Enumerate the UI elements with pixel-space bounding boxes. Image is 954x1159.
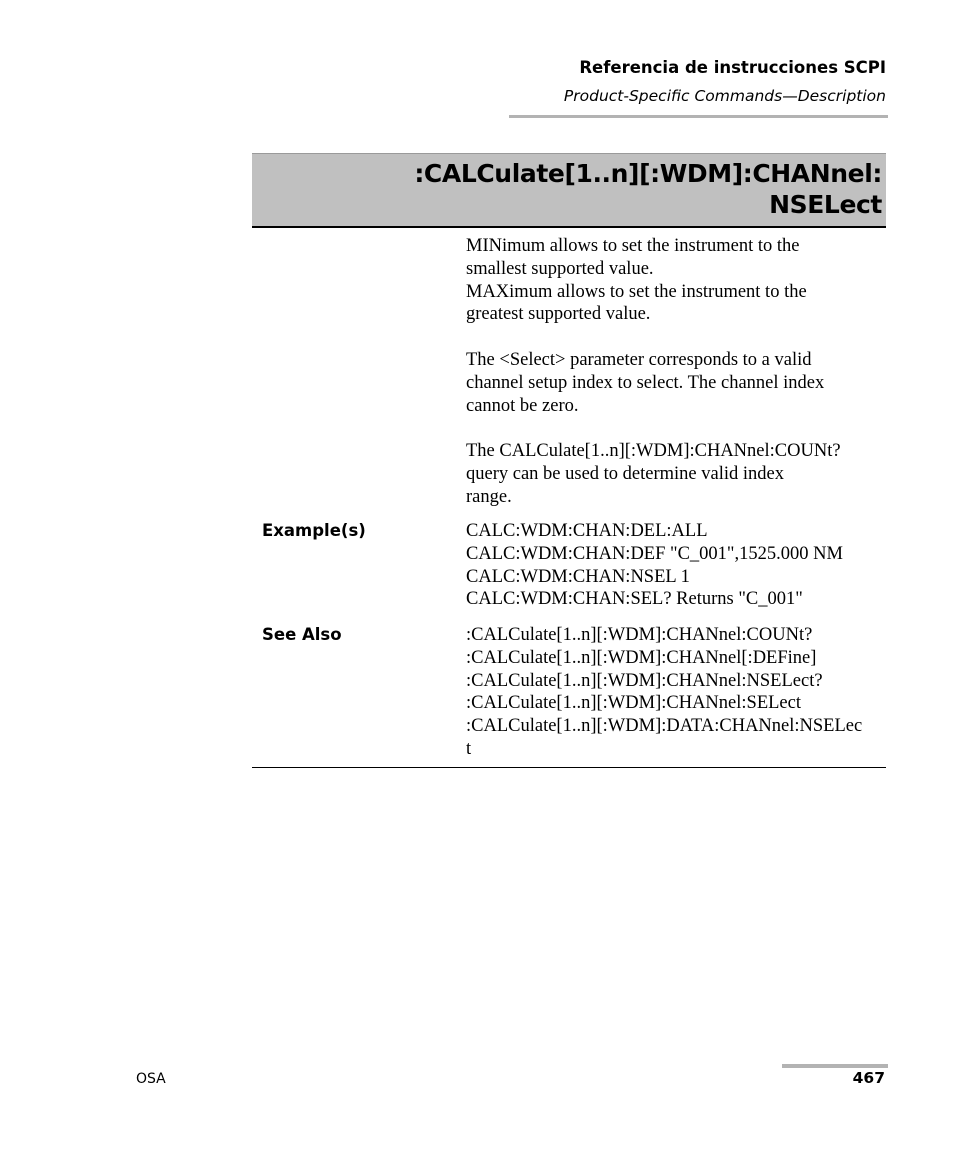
description-line	[466, 417, 886, 440]
description-line: channel setup index to select. The channel index	[466, 372, 825, 393]
see-also-line: :CALCulate[1..n][:WDM]:CHANnel[:DEFine]	[466, 647, 817, 668]
header-title: Referencia de instrucciones SCPI	[579, 58, 886, 77]
examples-text	[466, 520, 886, 611]
example-line: CALC:WDM:CHAN:DEF "C_001",1525.000 NM	[466, 543, 843, 564]
description-line: MAXimum allows to set the instrument to the	[466, 281, 807, 302]
description-line: query can be used to determine valid index	[466, 463, 784, 484]
command-title-box	[252, 153, 886, 228]
see-also-line: t	[466, 738, 472, 759]
command-title-line-1: :CALCulate[1..n][:WDM]:CHANnel:	[414, 159, 882, 188]
see-also-text	[466, 624, 886, 761]
example-line: CALC:WDM:CHAN:SEL? Returns "C_001"	[466, 589, 803, 610]
description-line: greatest supported value.	[466, 304, 651, 325]
see-also-line: :CALCulate[1..n][:WDM]:CHANnel:NSELect?	[466, 670, 823, 691]
description-line: The <Select> parameter corresponds to a valid	[466, 349, 812, 370]
footer-product-name: OSA	[136, 1071, 166, 1087]
description-line	[466, 326, 886, 349]
see-also-line: :CALCulate[1..n][:WDM]:CHANnel:SELect	[466, 693, 801, 714]
header-subtitle: Product-Specific Commands—Description	[563, 87, 886, 105]
see-also-line: :CALCulate[1..n][:WDM]:DATA:CHANnel:NSELec	[466, 716, 863, 737]
example-line: CALC:WDM:CHAN:DEL:ALL	[466, 521, 708, 541]
page-number: 467	[852, 1069, 885, 1087]
description-line: The CALCulate[1..n][:WDM]:CHANnel:COUNt?	[466, 441, 841, 462]
description-line: MINimum allows to set the instrument to the	[466, 236, 800, 256]
command-title-line-2: NSELect	[769, 190, 882, 219]
table-bottom-divider	[252, 767, 886, 768]
examples-label: Example(s)	[262, 521, 366, 540]
see-also-line: :CALCulate[1..n][:WDM]:CHANnel:COUNt?	[466, 625, 813, 645]
description-line: smallest supported value.	[466, 258, 654, 279]
header-divider	[509, 115, 888, 118]
example-line: CALC:WDM:CHAN:NSEL 1	[466, 566, 690, 587]
footer-divider	[782, 1064, 888, 1068]
description-line: cannot be zero.	[466, 395, 579, 416]
see-also-label: See Also	[262, 625, 342, 644]
description-line: range.	[466, 486, 512, 507]
description-text	[466, 235, 886, 509]
